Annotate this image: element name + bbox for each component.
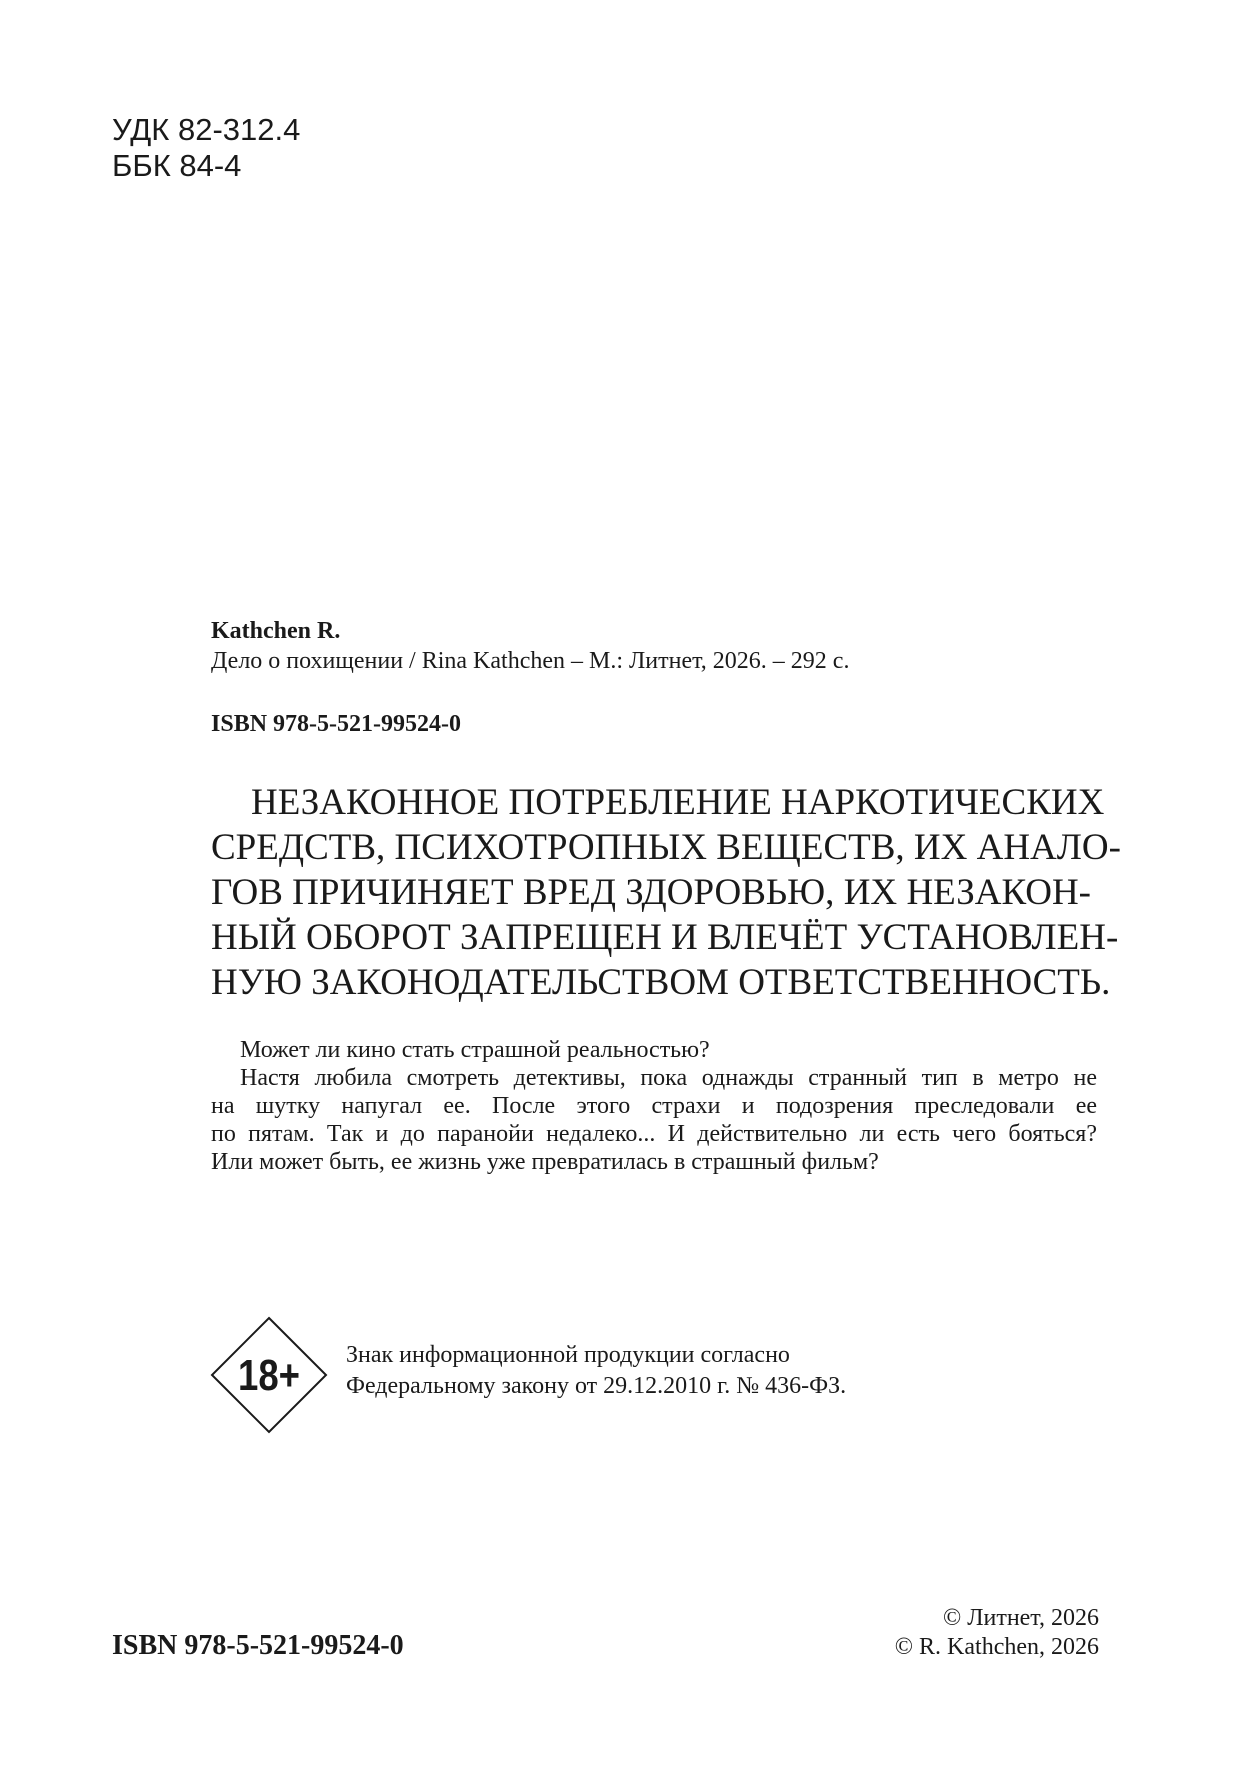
catalog-isbn: ISBN 978-5-521-99524-0 [211, 711, 461, 737]
annotation-line: Или может быть, ее жизнь уже превратилась в страшный фильм? [211, 1149, 879, 1175]
warning-line: НЫЙ ОБОРОТ ЗАПРЕЩЕН И ВЛЕЧЁТ УСТАНОВЛЕН- [211, 917, 1119, 958]
catalog-entry [211, 616, 1101, 739]
age-rating-label: 18+ [238, 1351, 300, 1400]
annotation-line: на шутку напугал ее. После этого страхи и подозрения преследовали ее [211, 1093, 1097, 1119]
age-rating-line-1: Знак информационной продукции согласно [346, 1342, 790, 1368]
copyright-author: © R. Kathchen, 2026 [894, 1634, 1099, 1660]
annotation-line: Настя любила смотреть детективы, пока однажды странный тип в метро не [240, 1065, 1097, 1091]
bbk-code: ББК 84-4 [112, 148, 242, 183]
copyright-publisher: © Литнет, 2026 [942, 1605, 1099, 1631]
age-rating-diamond-icon [210, 1316, 328, 1434]
book-annotation [211, 1036, 1097, 1176]
warning-line: ГОВ ПРИЧИНЯЕТ ВРЕД ЗДОРОВЬЮ, ИХ НЕЗАКОН- [211, 872, 1091, 913]
catalog-author: Kathchen R. [211, 618, 341, 644]
age-rating-notice [346, 1340, 846, 1402]
warning-line: НЕЗАКОННОЕ ПОТРЕБЛЕНИЕ НАРКОТИЧЕСКИХ [251, 782, 1105, 823]
age-rating-line-2: Федеральному закону от 29.12.2010 г. № 436-ФЗ. [346, 1373, 847, 1399]
annotation-line: по пятам. Так и до паранойи недалеко... И действительно ли есть чего бояться? [211, 1121, 1097, 1147]
catalog-description: Дело о похищении / Rina Kathchen – М.: Литнет, 2026. – 292 с. [211, 648, 850, 674]
classification-codes [112, 112, 300, 184]
drug-warning [211, 780, 1121, 1005]
age-rating-badge [210, 1316, 328, 1434]
footer-isbn: ISBN 978-5-521-99524-0 [112, 1630, 404, 1661]
copyright-block [895, 1604, 1099, 1662]
warning-line: СРЕДСТВ, ПСИХОТРОПНЫХ ВЕЩЕСТВ, ИХ АНАЛО- [211, 827, 1121, 868]
annotation-question: Может ли кино стать страшной реальностью? [240, 1037, 710, 1063]
udk-code: УДК 82-312.4 [112, 112, 301, 147]
warning-line: НУЮ ЗАКОНОДАТЕЛЬСТВОМ ОТВЕТСТВЕННОСТЬ. [211, 962, 1111, 1003]
